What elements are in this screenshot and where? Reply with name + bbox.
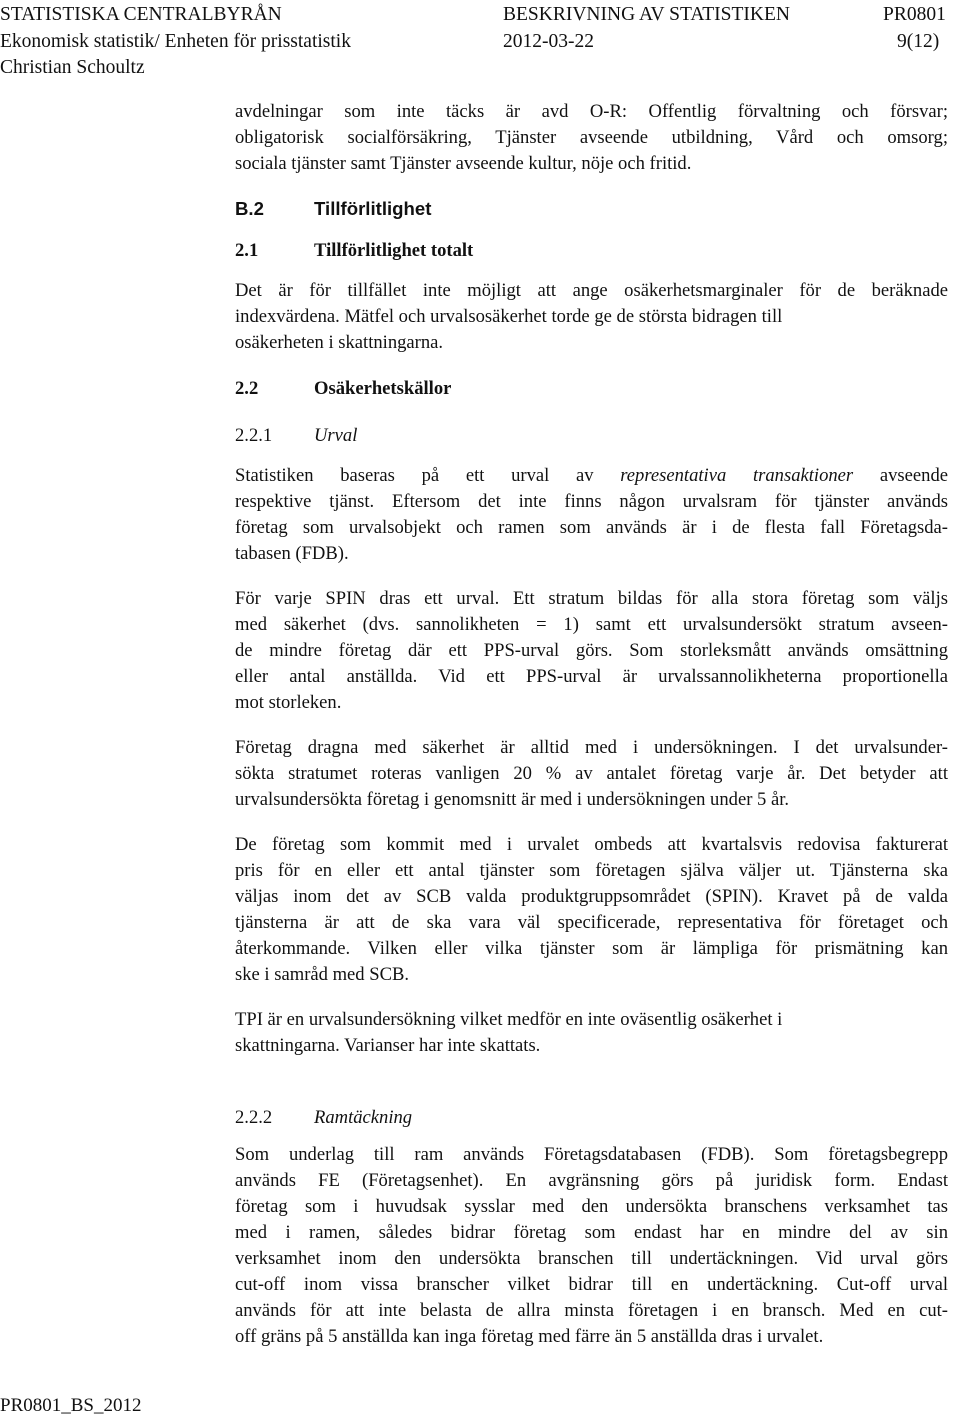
intro-paragraph: avdelningar som inte täcks är avd O-R: Offentlig förvaltning och försvar; obligatorisk socialförsäkring, Tjänster avseende utbildning, Vård och omsorg; sociala tjänster samt Tjänster avseende kultur, nöje och fritid. xyxy=(235,101,948,174)
paragraph-ramtackning: Som underlag till ram används Företagsdatabasen (FDB). Som företagsbegrepp används FE (Företagsenhet). En avgränsning görs på juridisk form. Endast företag som i huvudsak sysslar med den undersökta branschens verksamhet tas med i ramen, således bidrar företag som endast har en mindre del av sin verksamhet inom den undersökta branschen till undertäckningen. Vid urval görs cut-off inom vissa branscher vilket bidrar till en undertäckning. Cut-off urval används för att inte belasta de allra minsta företagen i en bransch. Med en cut- off gräns på 5 anställda kan inga företag med färre än 5 anställda dras i urvalet. xyxy=(235,1144,948,1347)
header-org: STATISTISKA CENTRALBYRÅN xyxy=(0,4,282,25)
paragraph-urval-5: TPI är en urvalsundersökning vilket medför en inte oväsentlig osäkerhet i skattningarna. Varianser har inte skattats. xyxy=(235,1009,783,1056)
paragraph-2-1: Det är för tillfället inte möjligt att ange osäkerhetsmarginaler för de beräknade indexvärdena. Mätfel och urvalsosäkerhet torde ge de största bidragen till osäkerheten i skattningarna. xyxy=(235,280,948,353)
document-body xyxy=(235,99,948,1350)
heading-2-2-1: 2.2.1 Urval xyxy=(235,425,358,446)
header-doc-type: BESKRIVNING AV STATISTIKEN xyxy=(503,4,790,25)
heading-2-2-2: 2.2.2 Ramtäckning xyxy=(235,1107,413,1128)
paragraph-urval-4: De företag som kommit med i urvalet ombeds att kvartalsvis redovisa fakturerat pris för en eller ett antal tjänster som företagen själva väljer ut. Tjänsterna ska väljas inom det av SCB valda produktgruppsområdet (SPIN). Kravet på de valda tjänsterna är att de ska vara väl specificerade, representativa för företaget och återkommande. Vilken eller vilka tjänster som är lämpliga för prismätning kan ske i samråd med SCB. xyxy=(235,834,948,985)
header-date: 2012-03-22 xyxy=(503,31,594,52)
paragraph-urval-2: För varje SPIN dras ett urval. Ett stratum bildas för alla stora företag som väljs med säkerhet (dvs. sannolikheten = 1) samt ett urvalsundersökt stratum avseen- de mindre företag där ett PPS-urval görs. Som storleksmått används omsättning eller antal anställda. Vid ett PPS-urval är urvalssannolikheterna proportionella mot storleken. xyxy=(235,588,948,713)
footer-doc-code: PR0801_BS_2012 xyxy=(0,1395,142,1416)
paragraph-urval-1: Statistiken baseras på ett urval av representativa transaktioner avseende respektive tjänst. Eftersom det inte finns någon urvalsram för tjänster används företag som urvalsobjekt och ramen som används är i de flesta fall Företagsda- tabasen (FDB). xyxy=(235,465,948,564)
heading-2-2: 2.2 Osäkerhetskällor xyxy=(235,378,452,399)
heading-2-1: 2.1 Tillförlitlighet totalt xyxy=(235,240,474,261)
header-department: Ekonomisk statistik/ Enheten för prisstatistik xyxy=(0,31,351,52)
header-page-number: 9(12) xyxy=(897,31,940,52)
header-author: Christian Schoultz xyxy=(0,57,145,78)
paragraph-urval-3: Företag dragna med säkerhet är alltid med i undersökningen. I det urvalsunder- sökta stratumet roteras vanligen 20 % av antalet företag varje år. Det betyder att urvalsundersökta företag i genomsnitt är med i undersökningen under 5 år. xyxy=(235,737,948,810)
header-doc-code: PR0801 xyxy=(883,4,946,25)
heading-b2: B.2 Tillförlitlighet xyxy=(235,198,432,219)
